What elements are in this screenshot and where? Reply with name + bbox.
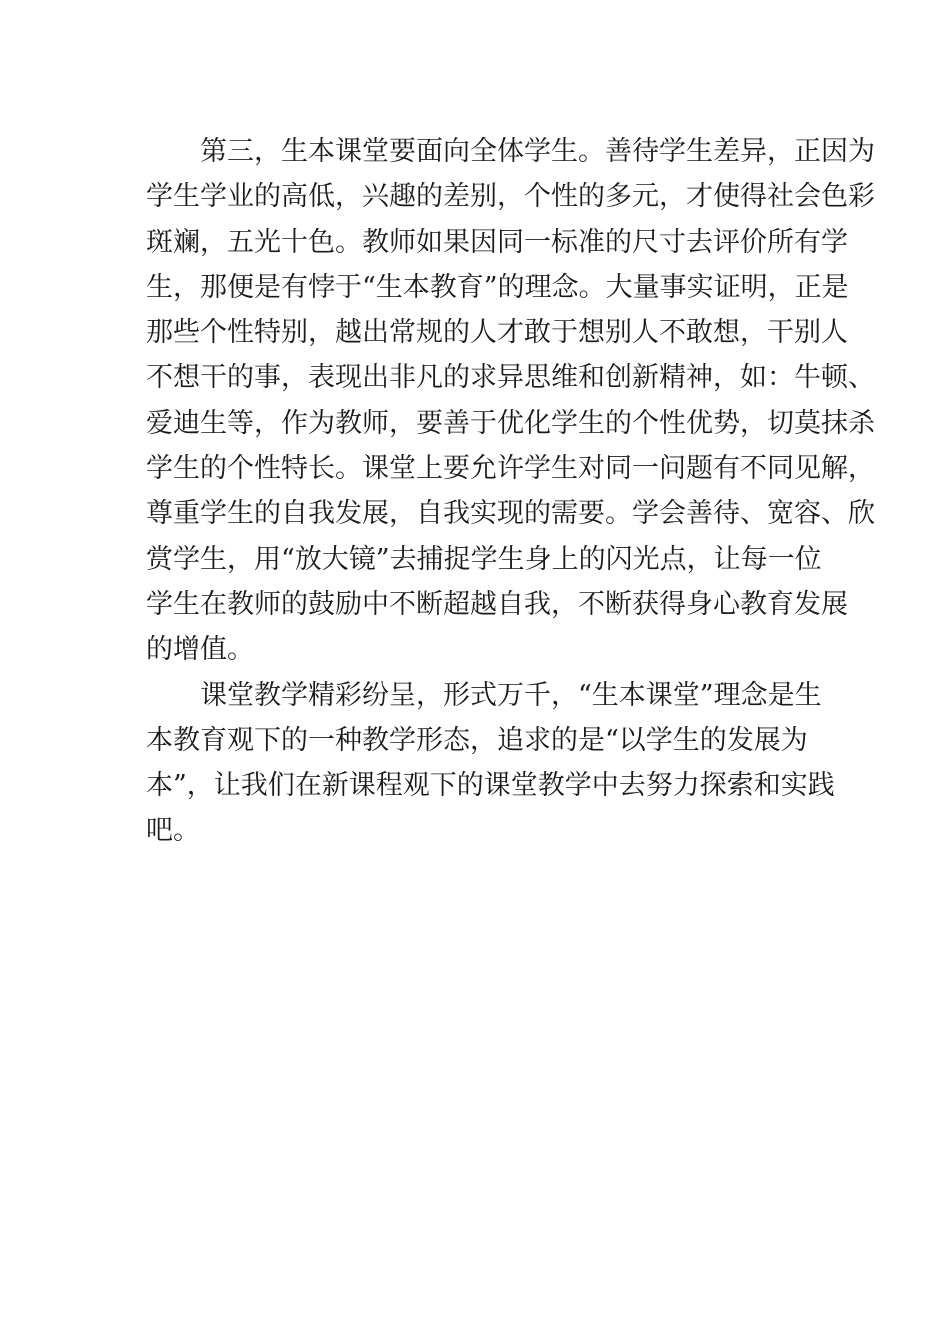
text-line: 的增值。 bbox=[146, 634, 254, 666]
text-line: 那些个性特别，越出常规的人才敢于想别人不敢想，干别人 bbox=[146, 317, 848, 349]
text-line: 课堂教学精彩纷呈，形式万千，“生本课堂”理念是生 bbox=[200, 679, 822, 711]
body-text bbox=[146, 129, 875, 854]
text-line: 吧。 bbox=[146, 815, 200, 847]
text-line: 本教育观下的一种教学形态，追求的是“以学生的发展为 bbox=[146, 724, 808, 756]
text-line: 学生学业的高低，兴趣的差别，个性的多元，才使得社会色彩 bbox=[146, 181, 875, 213]
text-line: 本”，让我们在新课程观下的课堂教学中去努力探索和实践 bbox=[146, 770, 835, 802]
text-line: 第三，生本课堂要面向全体学生。善待学生差异，正因为 bbox=[200, 136, 875, 167]
paragraph-1 bbox=[146, 129, 875, 673]
text-line: 学生在教师的鼓励中不断超越自我，不断获得身心教育发展 bbox=[146, 588, 848, 620]
text-line: 赏学生，用“放大镜”去捕捉学生身上的闪光点，让每一位 bbox=[146, 543, 822, 575]
text-line: 生，那便是有悖于“生本教育”的理念。大量事实证明，正是 bbox=[146, 271, 849, 303]
text-line: 学生的个性特长。课堂上要允许学生对同一问题有不同见解， bbox=[146, 453, 875, 485]
text-line: 爱迪生等，作为教师，要善于优化学生的个性优势，切莫抹杀 bbox=[146, 407, 875, 439]
paragraph-2 bbox=[146, 673, 835, 854]
text-line: 斑斓，五光十色。教师如果因同一标准的尺寸去评价所有学 bbox=[146, 226, 848, 258]
text-line: 尊重学生的自我发展，自我实现的需要。学会善待、宽容、欣 bbox=[146, 498, 875, 530]
text-line: 不想干的事，表现出非凡的求异思维和创新精神，如：牛顿、 bbox=[146, 362, 875, 394]
